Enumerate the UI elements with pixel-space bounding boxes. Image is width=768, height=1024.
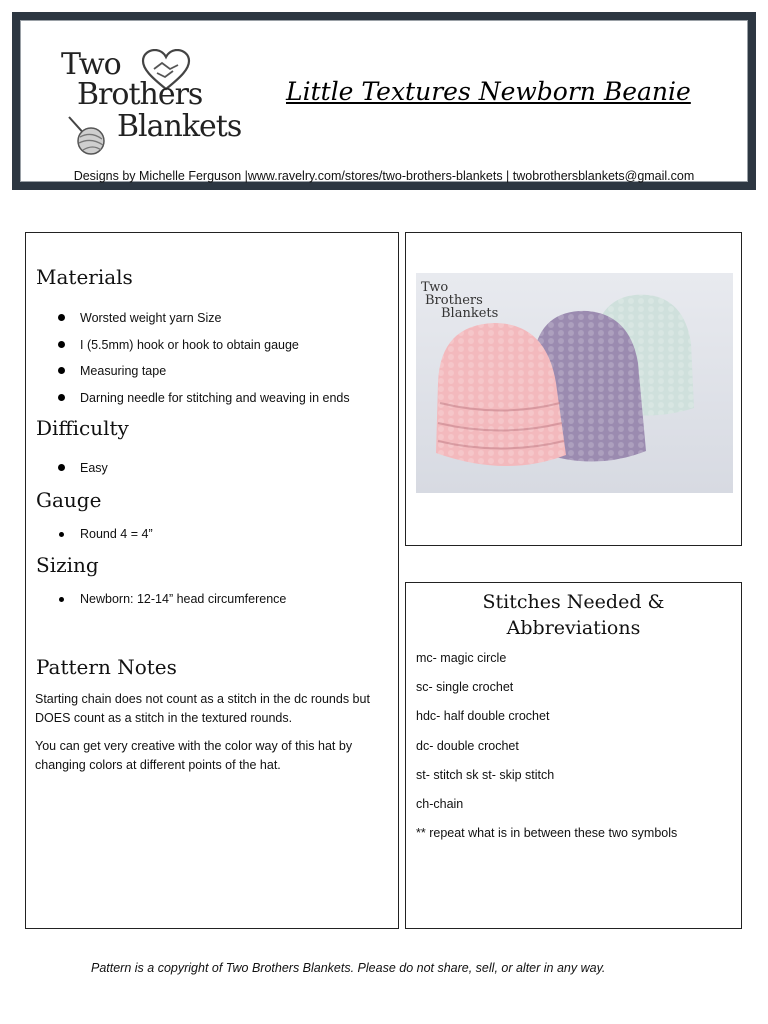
yarn-ball-icon bbox=[67, 113, 111, 157]
list-item: ch-chain bbox=[416, 796, 464, 811]
gauge-list bbox=[56, 525, 153, 552]
pattern-notes-heading: Pattern Notes bbox=[36, 655, 177, 679]
list-item: sc- single crochet bbox=[416, 680, 514, 695]
stitches-panel bbox=[405, 582, 742, 929]
list-item: Easy bbox=[56, 459, 108, 486]
pattern-note-2: You can get very creative with the color way of this hat by changing colors at different points of the hat. bbox=[35, 739, 353, 772]
photo-panel bbox=[405, 232, 742, 546]
header-banner bbox=[12, 12, 756, 190]
bullet-icon bbox=[58, 341, 65, 348]
materials-heading: Materials bbox=[36, 265, 133, 289]
brand-logo bbox=[59, 47, 249, 157]
list-item: Measuring tape bbox=[56, 362, 350, 389]
stitches-heading: Stitches Needed & Abbreviations bbox=[482, 591, 665, 639]
designer-contact: Designs by Michelle Ferguson |www.ravelry.com/stores/two-brothers-blankets | twobrothersblankets@gmail.com bbox=[73, 169, 695, 183]
logo-text-blankets: Blankets bbox=[117, 109, 242, 144]
photo-watermark-logo: Two Brothers Blankets bbox=[421, 280, 499, 321]
bullet-icon bbox=[59, 532, 64, 537]
list-item: mc- magic circle bbox=[416, 651, 507, 665]
pattern-note-1: Starting chain does not count as a stitch in the dc rounds but DOES count as a stitch in the textured rounds. bbox=[35, 692, 370, 725]
bullet-icon bbox=[58, 394, 65, 401]
page-title: Little Textures Newborn Beanie bbox=[286, 77, 691, 106]
abbreviations-list bbox=[416, 649, 677, 853]
list-item: Newborn: 12-14” head circumference bbox=[56, 590, 286, 617]
logo-text-brothers: Brothers bbox=[77, 77, 203, 112]
beanie-photo bbox=[416, 273, 733, 493]
bullet-icon bbox=[59, 597, 64, 602]
materials-list bbox=[56, 309, 350, 415]
list-item: Darning needle for stitching and weaving in ends bbox=[56, 389, 350, 416]
sizing-list bbox=[56, 590, 286, 617]
info-panel bbox=[25, 232, 399, 929]
bullet-icon bbox=[58, 464, 65, 471]
gauge-heading: Gauge bbox=[36, 488, 102, 512]
list-item: I (5.5mm) hook or hook to obtain gauge bbox=[56, 336, 350, 363]
logo-text-two: Two bbox=[61, 47, 121, 82]
header-inner bbox=[20, 20, 748, 182]
bullet-icon bbox=[58, 367, 65, 374]
list-item: hdc- half double crochet bbox=[416, 709, 550, 724]
difficulty-heading: Difficulty bbox=[36, 416, 129, 440]
copyright-footer: Pattern is a copyright of Two Brothers Blankets. Please do not share, sell, or alter in any way. bbox=[91, 961, 606, 975]
list-item: dc- double crochet bbox=[416, 738, 519, 753]
bullet-icon bbox=[58, 314, 65, 321]
list-item: ** repeat what is in between these two symbols bbox=[416, 826, 678, 841]
list-item: Worsted weight yarn Size bbox=[56, 309, 350, 336]
list-item: Round 4 = 4” bbox=[56, 525, 153, 552]
difficulty-list bbox=[56, 459, 108, 486]
sizing-heading: Sizing bbox=[36, 553, 99, 577]
list-item: st- stitch sk st- skip stitch bbox=[416, 767, 555, 782]
